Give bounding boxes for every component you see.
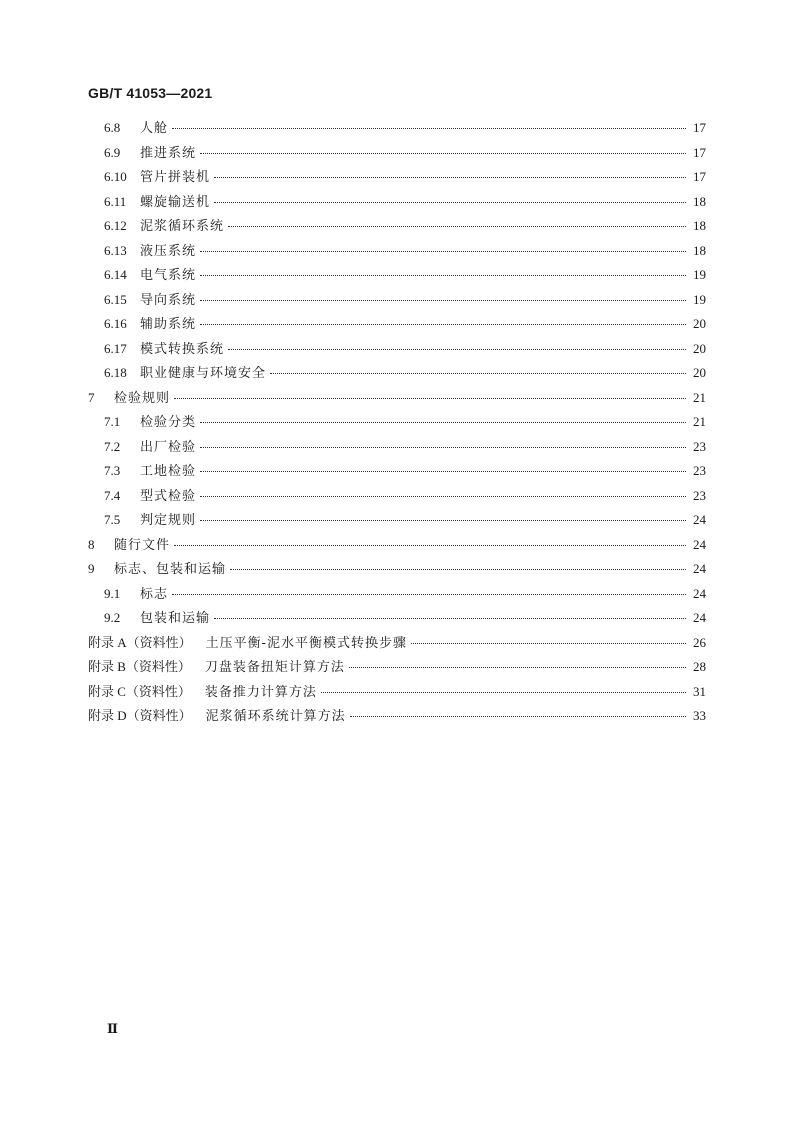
toc-entry[interactable]	[88, 288, 706, 313]
toc-entry-page: 33	[693, 708, 706, 723]
toc-entry-number: 7.2	[104, 438, 121, 454]
toc-entry[interactable]	[88, 116, 706, 141]
toc-entry-title: 液压系统	[140, 243, 197, 259]
toc-entry-number: 6.18	[104, 365, 127, 380]
toc-entry[interactable]	[88, 435, 706, 460]
toc-entry-page: 20	[693, 365, 706, 380]
dot-leader	[349, 666, 686, 668]
dot-leader	[200, 152, 686, 154]
toc-entry[interactable]	[88, 214, 706, 239]
toc-entry-title: 出厂检验	[140, 439, 197, 455]
dot-leader	[200, 421, 686, 423]
toc-entry-page: 24	[693, 536, 706, 552]
toc-entry-title: 包装和运输	[140, 611, 211, 626]
toc-entry-title: 导向系统	[140, 292, 197, 308]
dot-leader	[200, 446, 686, 448]
toc-entry-title: 随行文件	[114, 537, 171, 553]
dot-leader	[228, 348, 686, 350]
toc-entry-number: 8	[88, 536, 95, 552]
toc-entry[interactable]	[88, 361, 706, 386]
dot-leader	[200, 274, 686, 276]
toc-entry-page: 17	[693, 144, 706, 160]
toc-entry-number: 9	[88, 561, 95, 576]
toc-entry-number: 附录 C（资料性）	[88, 683, 191, 699]
dot-leader	[228, 225, 686, 227]
toc-entry-title: 装备推力计算方法	[204, 684, 317, 700]
toc-entry-title: 推进系统	[140, 145, 197, 161]
dot-leader	[172, 593, 686, 595]
toc-entry[interactable]	[88, 484, 706, 509]
toc-entry-page: 21	[693, 389, 706, 405]
toc-entry[interactable]	[88, 655, 706, 680]
toc-entry-title: 螺旋输送机	[140, 194, 211, 210]
toc-entry-title: 人舱	[140, 121, 169, 136]
toc-entry-page: 20	[693, 340, 706, 356]
dot-leader	[172, 127, 686, 129]
toc-entry[interactable]	[88, 459, 706, 484]
toc-entry-page: 23	[693, 438, 706, 454]
toc-entry-number: 6.17	[104, 340, 127, 356]
toc-entry-number: 6.14	[104, 267, 127, 282]
toc-entry-number: 附录 D（资料性）	[88, 708, 192, 723]
toc-entry-title: 判定规则	[140, 513, 197, 528]
toc-entry-page: 24	[693, 512, 706, 527]
toc-entry-number: 附录 A（资料性）	[88, 634, 192, 650]
page-number: Ⅱ	[107, 1021, 118, 1036]
toc-entry[interactable]	[88, 631, 706, 656]
toc-entry-page: 20	[693, 316, 706, 331]
dot-leader	[270, 372, 686, 374]
toc-entry-number: 6.12	[104, 218, 127, 233]
dot-leader	[200, 495, 686, 497]
dot-leader	[200, 250, 686, 252]
toc-entry-title: 型式检验	[140, 488, 197, 504]
toc-entry-title: 电气系统	[140, 268, 197, 283]
dot-leader	[200, 519, 686, 521]
toc-entry-title: 管片拼装机	[140, 170, 211, 185]
toc-entry-page: 24	[693, 585, 706, 601]
toc-entry[interactable]	[88, 508, 706, 533]
toc-entry-number: 6.15	[104, 291, 127, 307]
toc-entry[interactable]	[88, 141, 706, 166]
toc-entry-page: 28	[693, 659, 706, 674]
toc-entry[interactable]	[88, 312, 706, 337]
standard-number: GB/T 41053—2021	[88, 85, 213, 101]
dot-leader	[350, 715, 686, 717]
toc-entry-number: 7	[88, 389, 95, 405]
toc-entry-page: 18	[693, 218, 706, 233]
toc-entry[interactable]	[88, 263, 706, 288]
toc-entry-title: 泥浆循环系统计算方法	[205, 709, 346, 724]
toc-entry[interactable]	[88, 533, 706, 558]
dot-leader	[321, 691, 686, 693]
toc-entry-page: 19	[693, 291, 706, 307]
dot-leader	[200, 323, 686, 325]
toc-entry-number: 6.13	[104, 242, 127, 258]
toc-entry-number: 7.5	[104, 512, 121, 527]
toc-entry[interactable]	[88, 386, 706, 411]
toc-entry-number: 7.3	[104, 463, 121, 478]
toc-entry-title: 土压平衡-泥水平衡模式转换步骤	[205, 635, 408, 651]
dot-leader	[214, 201, 686, 203]
toc-entry[interactable]	[88, 410, 706, 435]
toc-entry-page: 21	[693, 414, 706, 429]
toc-entry[interactable]	[88, 606, 706, 631]
dot-leader	[411, 642, 686, 644]
toc-entry-page: 18	[693, 193, 706, 209]
toc-entry-title: 模式转换系统	[140, 341, 225, 357]
toc-entry-number: 6.8	[104, 120, 121, 135]
toc-entry-title: 刀盘装备扭矩计算方法	[204, 660, 345, 675]
toc-entry-number: 7.1	[104, 414, 121, 429]
toc-entry-page: 18	[693, 242, 706, 258]
toc-entry[interactable]	[88, 704, 706, 729]
toc-entry-title: 工地检验	[140, 464, 197, 479]
toc-entry-title: 检验分类	[140, 415, 197, 430]
toc-entry[interactable]	[88, 190, 706, 215]
toc-entry-number: 6.16	[104, 316, 127, 331]
dot-leader	[214, 617, 686, 619]
toc-entry-page: 24	[693, 561, 706, 576]
toc-entry-title: 标志	[140, 586, 169, 602]
toc-entry-number: 6.9	[104, 144, 121, 160]
toc-entry[interactable]	[88, 680, 706, 705]
dot-leader	[200, 470, 686, 472]
dot-leader	[174, 544, 686, 546]
toc-entry-page: 17	[693, 169, 706, 184]
toc-entry-number: 附录 B（资料性）	[88, 659, 191, 674]
toc-entry-number: 7.4	[104, 487, 121, 503]
toc-entry[interactable]	[88, 557, 706, 582]
toc-entry-number: 9.1	[104, 585, 121, 601]
toc-entry-title: 职业健康与环境安全	[140, 366, 267, 381]
toc-entry-title: 泥浆循环系统	[140, 219, 225, 234]
toc-entry-number: 6.10	[104, 169, 127, 184]
toc-entry[interactable]	[88, 582, 706, 607]
dot-leader	[230, 568, 686, 570]
toc-entry-page: 23	[693, 463, 706, 478]
toc-entry-number: 6.11	[104, 193, 127, 209]
toc-entry-page: 23	[693, 487, 706, 503]
toc-entry-title: 标志、包装和运输	[114, 562, 227, 577]
toc-entry-title: 辅助系统	[140, 317, 197, 332]
toc-entry[interactable]	[88, 165, 706, 190]
toc-entry-page: 31	[693, 683, 706, 699]
toc-entry-page: 26	[693, 634, 706, 650]
dot-leader	[200, 299, 686, 301]
toc-entry-title: 检验规则	[114, 390, 171, 406]
dot-leader	[174, 397, 686, 399]
table-of-contents	[88, 116, 706, 729]
toc-entry-page: 24	[693, 610, 706, 625]
toc-entry[interactable]	[88, 239, 706, 264]
toc-entry-page: 19	[693, 267, 706, 282]
toc-entry-number: 9.2	[104, 610, 121, 625]
toc-entry-page: 17	[693, 120, 706, 135]
dot-leader	[214, 176, 686, 178]
toc-entry[interactable]	[88, 337, 706, 362]
